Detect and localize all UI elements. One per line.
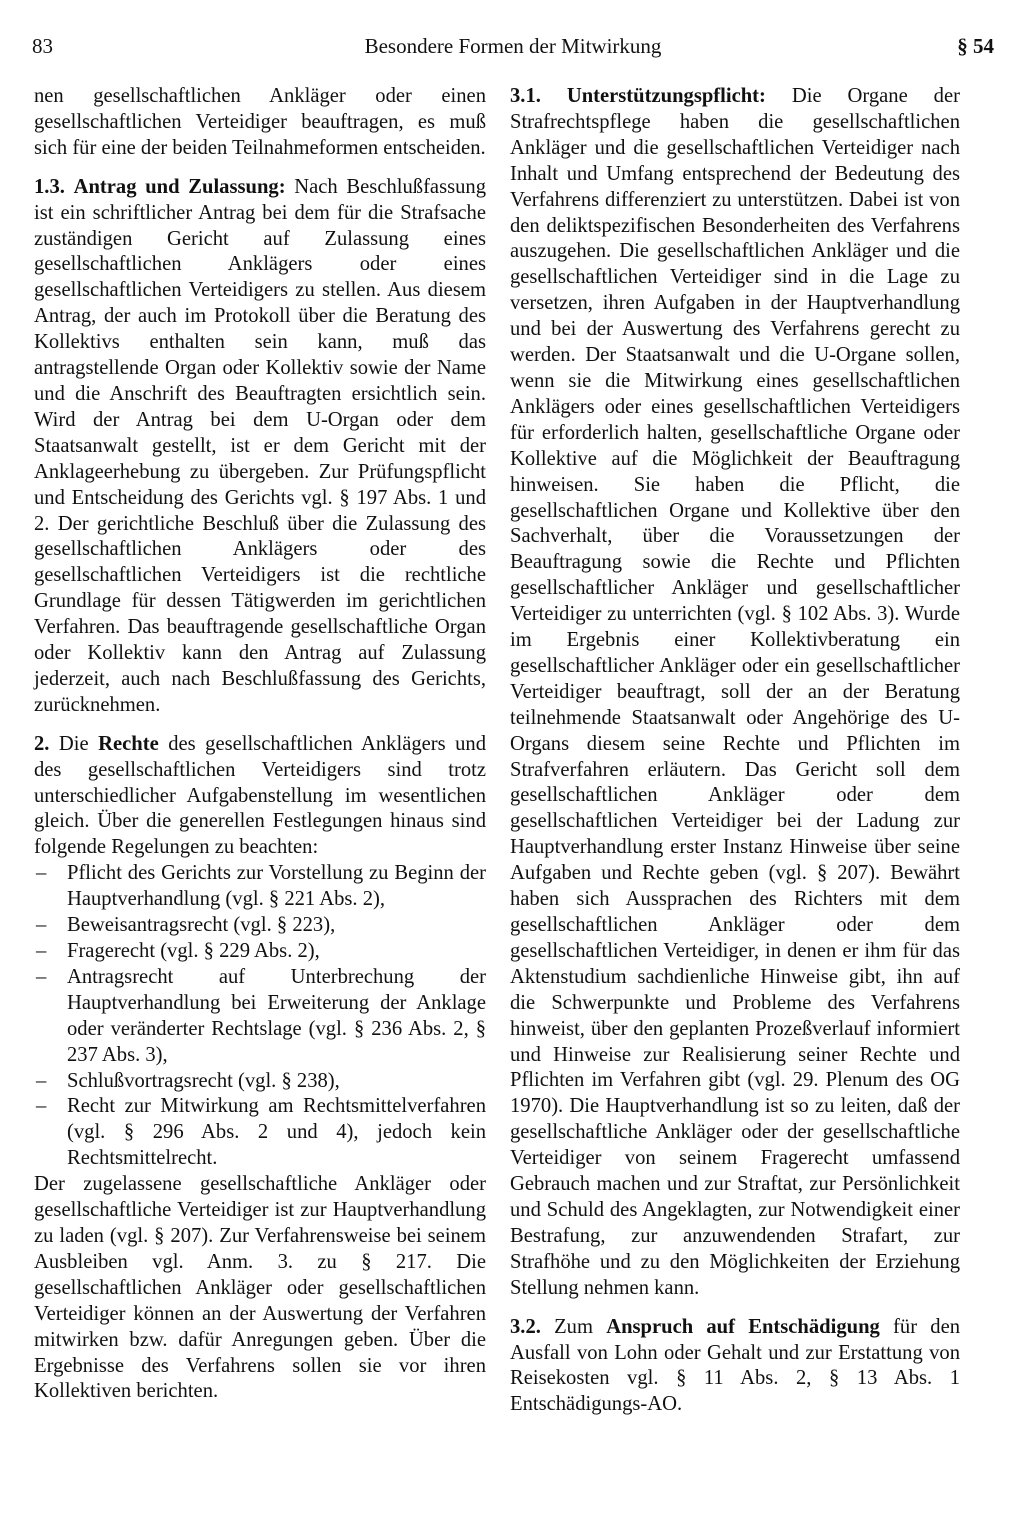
paragraph-text: Nach Beschlußfassung ist ein schriftlicher Antrag bei dem für die Strafsache zuständigen Gericht auf Zulassung eines gesellschaftlichen Anklägers oder eines gesellschaftlichen Verteidigers zu stellen. Aus diesem Antrag, der auch im Protokoll über die Beratung des Kollektivs enthalten sein kann, muß das antragstellende Organ oder Kollektiv sowie der Name und die Anschrift des Beauftragten ersichtlich sein. Wird der Antrag bei dem U-Organ oder dem Staatsanwalt gestellt, ist er dem Gericht mit der Anklageerhebung zu übergeben. Zur Prüfungspflicht und Entscheidung des Gerichts vgl. § 197 Abs. 1 und 2. Der gerichtliche Beschluß über die Zulassung des gesellschaftlichen Anklägers oder des gesellschaftlichen Verteidigers ist die rechtliche Grundlage für dessen Tätigwerden im gerichtlichen Verfahren. Das beauftragende gesellschaftliche Organ oder Kollektiv kann den Antrag auf Zulassung jederzeit, auch nach Beschlußfassung des Gerichts, zurücknehmen.	[34, 175, 486, 716]
paragraph-heading: Unterstützungspflicht:	[566, 85, 766, 107]
paragraph-antrag-zulassung	[34, 175, 486, 719]
paragraph-continuation: nen gesellschaftlichen Ankläger oder einen gesellschaftlichen Verteidiger beauftragen, es muß sich für eine der beiden Teilnahmeformen entscheiden.	[34, 85, 486, 159]
list-item: – Pflicht des Gerichts zur Vorstellung zu Beginn der Hauptverhandlung (vgl. § 221 Abs. 2),	[34, 861, 486, 913]
left-column	[34, 84, 486, 1418]
list-item: – Schlußvortragsrecht (vgl. § 238),	[34, 1069, 486, 1095]
paragraph-rechte	[34, 732, 486, 862]
list-item: – Antragsrecht auf Unterbrechung der Hauptverhandlung bei Erweiterung der Anklage oder veränderter Rechtslage (vgl. § 236 Abs. 2, § 237 Abs. 3),	[34, 965, 486, 1069]
page-number: 83	[32, 34, 53, 58]
page-header	[32, 34, 994, 64]
right-column	[510, 84, 960, 1431]
list-item: – Fragerecht (vgl. § 229 Abs. 2),	[34, 939, 486, 965]
list-item: – Recht zur Mitwirkung am Rechtsmittelverfahren (vgl. § 296 Abs. 2 und 4), jedoch kein Rechtsmittelrecht.	[34, 1094, 486, 1172]
section-marker: § 54	[957, 34, 994, 58]
paragraph-unterstuetzungspflicht	[510, 84, 960, 1302]
paragraph-lead: Die	[49, 732, 99, 755]
paragraph-heading: Anspruch auf Entschädigung	[606, 1315, 880, 1338]
paragraph-text: für den Ausfall von Lohn oder Gehalt und zur Erstattung von Reisekosten vgl. § 11 Abs. 2, § 13 Abs. 1 Entschädigungs-AO.	[510, 1315, 961, 1416]
paragraph-number: 1.3.	[34, 175, 65, 198]
paragraph-lead: Zum	[540, 1315, 607, 1338]
list-item: – Beweisantragsrecht (vgl. § 223),	[34, 913, 486, 939]
paragraph-heading: Antrag und Zulassung:	[73, 175, 286, 198]
paragraph-entschaedigung	[510, 1315, 960, 1419]
paragraph-number: 3.1.	[510, 85, 541, 107]
rights-list	[34, 861, 486, 1172]
paragraph-heading: Rechte	[98, 732, 159, 755]
paragraph-number: 2.	[34, 732, 50, 755]
paragraph-text: Die Organe der Strafrechtspflege haben die gesellschaftlichen Ankläger und die gesellschaftlichen Verteidiger nach Inhalt und Umfang entsprechend der Bedeutung des Verfahrens differenziert zu unterstützen. Dabei ist von den deliktspezifischen Besonderheiten des Verfahrens auszugehen. Die gesellschaftlichen Ankläger und die gesellschaftlichen Verteidiger sind in die Lage zu versetzen, ihren Aufgaben in der Hauptverhandlung und bei der Auswertung des Verfahrens gerecht zu werden. Der Staatsanwalt und die U-Organe sollen, wenn sie die Mitwirkung eines gesellschaftlichen Anklägers oder eines gesellschaftlichen Verteidigers für erforderlich halten, gesellschaftliche Organe oder Kollektive auf die Möglichkeit der Beauftragung hinweisen. Sie haben die Pflicht, die gesellschaftlichen Organe und Kollektive über den Sachverhalt, über die Voraussetzungen der Beauftragung sowie die Rechte und Pflichten gesellschaftlicher Ankläger und gesellschaftlicher Verteidiger zu unterrichten (vgl. § 102 Abs. 3). Wurde im Ergebnis einer Kollektivberatung ein gesellschaftlicher Ankläger oder ein gesellschaftlicher Verteidiger beauftragt, soll der an der Beratung teilnehmende Staatsanwalt oder Angehörige des U-Organs diesem seine Rechte und Pflichten im Strafverfahren erläutern. Das Gericht soll dem gesellschaftlichen Ankläger oder dem gesellschaftlichen Verteidiger bei der Ladung zur Hauptverhandlung erster Instanz Hinweise über seine Aufgaben und Rechte geben (vgl. § 207). Bewährt haben sich Aussprachen des Richters mit dem gesellschaftlichen Ankläger oder dem gesellschaftlichen Verteidiger, in denen er ihm für das Aktenstudium sachdienliche Hinweise gibt, ihn auf die Schwerpunkte und Probleme des Verfahrens hinweist, über den geplanten Prozeßverlauf informiert und Hinweise zur Realisierung seiner Rechte und Pflichten im Verfahren gibt (vgl. 29. Plenum des OG 1970). Die Hauptverhandlung ist so zu leiten, daß der gesellschaftliche Ankläger oder der gesellschaftliche Verteidiger von seinem Fragerecht umfassend Gebrauch machen und zur Straftat, zur Persönlichkeit und Schuld des Angeklagten, zur Notwendigkeit einer Bestrafung, zur anzuwendenden Strafart, zur Strafhöhe und zu den Möglichkeiten der Erziehung Stellung nehmen kann.	[510, 85, 960, 1299]
paragraph-ladung: Der zugelassene gesellschaftliche Ankläger oder gesellschaftliche Verteidiger ist zur Hauptverhandlung zu laden (vgl. § 207). Zur Verfahrensweise bei seinem Ausbleiben vgl. Anm. 3. zu § 217. Die gesellschaftlichen Ankläger oder gesellschaftlichen Verteidiger können an der Auswertung der Verfahren mitwirken bzw. dafür Anregungen geben. Über die Ergebnisse des Verfahrens sollen sie vor ihren Kollektiven berichten.	[34, 1173, 486, 1403]
running-title: Besondere Formen der Mitwirkung	[364, 34, 662, 58]
paragraph-text: des gesellschaftlichen Anklägers und des gesellschaftlichen Verteidigers sind trotz unterschiedlicher Aufgabenstellung im wesentlichen gleich. Über die generellen Festlegungen hinaus sind folgende Regelungen zu beachten:	[34, 732, 487, 859]
paragraph-number: 3.2.	[510, 1315, 541, 1338]
